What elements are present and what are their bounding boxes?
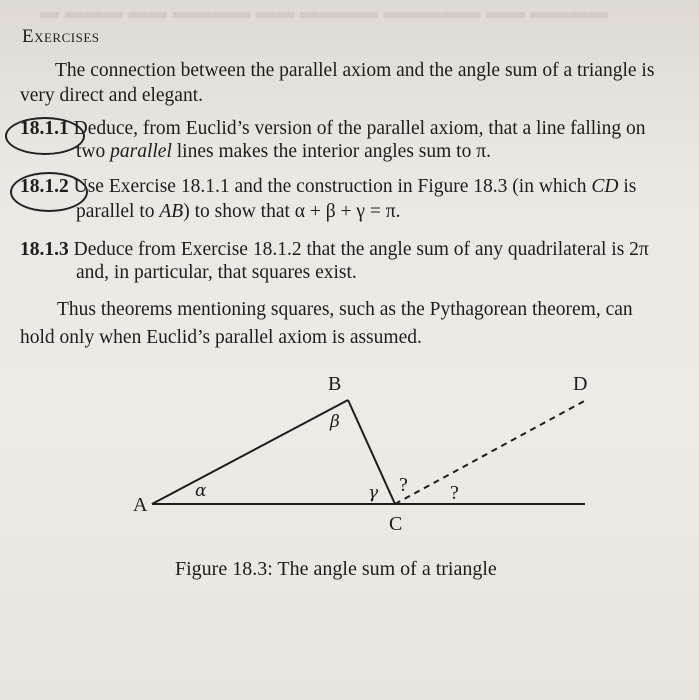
- dashed-CD: [395, 399, 588, 504]
- figure-caption: Figure 18.3: The angle sum of a triangle: [175, 558, 497, 580]
- angle-unknown-2: ?: [450, 482, 459, 504]
- exercise-text: Deduce, from Euclid’s version of the parallel axiom, that a line falling on: [73, 118, 646, 139]
- conclusion-line-2: hold only when Euclid’s parallel axiom is assumed.: [20, 327, 422, 348]
- text-run: parallel to: [76, 201, 160, 222]
- angle-alpha: α: [195, 481, 207, 501]
- intro-line-1: The connection between the parallel axiom and the angle sum of a triangle is: [55, 60, 655, 81]
- intro-line-2: very direct and elegant.: [20, 85, 203, 106]
- text-run: is: [618, 176, 637, 197]
- angle-unknown-1: ?: [399, 474, 408, 496]
- angle-gamma: γ: [368, 483, 379, 503]
- exercise-number: 18.1.1: [20, 118, 69, 139]
- conclusion-line-1: Thus theorems mentioning squares, such as the Pythagorean theorem, can: [57, 299, 633, 320]
- italic-run: CD: [591, 176, 619, 197]
- exercise-number: 18.1.2: [20, 176, 69, 197]
- section-heading: Exercises: [22, 26, 100, 47]
- label-C: C: [389, 513, 403, 535]
- exercise-18-1-3-line-2: and, in particular, that squares exist.: [76, 262, 357, 283]
- text-run: Use Exercise 18.1.1 and the construction in Figure 18.3 (in which: [73, 176, 592, 197]
- label-B: B: [328, 373, 342, 395]
- text-run: lines makes the interior angles sum to π.: [171, 141, 491, 162]
- angle-beta: β: [330, 412, 340, 432]
- label-D: D: [573, 373, 588, 395]
- text-run: two: [76, 141, 111, 162]
- exercise-text: Deduce from Exercise 18.1.2 that the angle sum of any quadrilateral is 2π: [73, 239, 649, 260]
- label-A: A: [133, 494, 148, 516]
- bleed-through: ▬ ▬▬▬ ▬▬ ▬▬▬▬ ▬▬ ▬▬▬▬ ▬▬▬▬▬ ▬▬ ▬▬▬▬: [40, 2, 609, 23]
- segment-AB: [152, 400, 348, 504]
- italic-run: parallel: [110, 141, 172, 162]
- text-run: ) to show that α + β + γ = π.: [183, 201, 401, 222]
- exercise-number: 18.1.3: [20, 239, 69, 260]
- italic-run: AB: [159, 201, 184, 222]
